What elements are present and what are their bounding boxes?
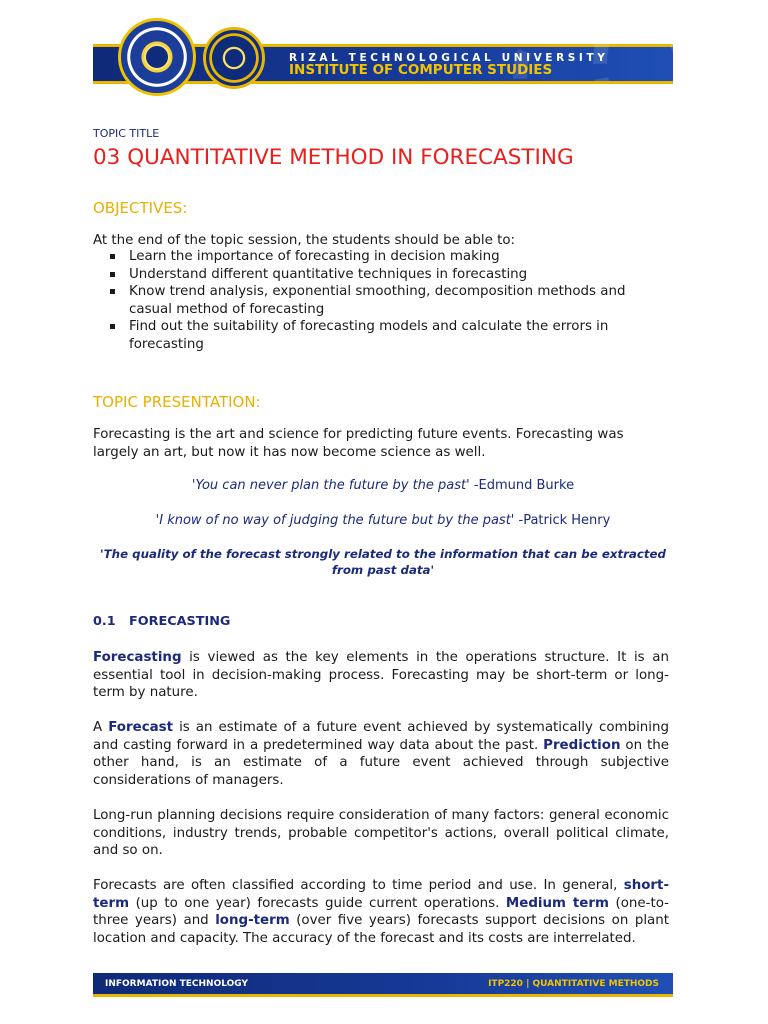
term-prediction: Prediction (543, 737, 621, 753)
institute-name: INSTITUTE OF COMPUTER STUDIES (289, 62, 553, 78)
paragraph-text: (up to one year) forecasts guide current operations. (129, 895, 506, 911)
presentation-intro: Forecasting is the art and science for predicting future events. Forecasting was largely an art, but now it has now become science as well. (93, 427, 624, 460)
paragraph-text: (one-to-three years) and (93, 895, 669, 928)
term-long-term: long-term (215, 913, 290, 928)
objectives-list (110, 248, 670, 353)
paragraph-text: (over five years) forecasts support decisions on plant location and capacity. The accuracy of the forecast and its costs are interrelated. (93, 913, 669, 946)
term-short-term: short-term (93, 878, 669, 911)
objectives-intro: At the end of the topic session, the students should be able to: (93, 233, 516, 248)
quote-author: -Patrick Henry (514, 513, 611, 528)
footer-course: ITP220 | QUANTITATIVE METHODS (488, 979, 659, 989)
quote-text: 'You can never plan the future by the past' (191, 478, 470, 493)
topic-label: TOPIC TITLE (93, 127, 160, 140)
presentation-heading: TOPIC PRESENTATION: (93, 393, 261, 411)
paragraph-text: on the other hand, is an estimate of a future event achieved through subjective considerations of managers. (93, 737, 669, 788)
bullet-square-icon (110, 272, 115, 277)
gear-watermark (593, 44, 673, 84)
bullet-square-icon (110, 324, 115, 329)
objective-text: Learn the importance of forecasting in decision making (129, 249, 500, 264)
highlight-quote: 'The quality of the forecast strongly related to the information that can be extracted from past data' (100, 547, 666, 577)
term-forecast: Forecast (108, 720, 174, 735)
topic-title: 03 QUANTITATIVE METHOD IN FORECASTING (93, 145, 574, 170)
section-title: FORECASTING (129, 614, 231, 629)
university-name: RIZAL TECHNOLOGICAL UNIVERSITY (289, 52, 609, 64)
rtu-seal-logo (118, 18, 196, 96)
seal-center (223, 47, 245, 69)
bullet-square-icon (110, 254, 115, 259)
objective-text: Find out the suitability of forecasting models and calculate the errors in forecasting (129, 319, 609, 352)
quote-burke (93, 478, 673, 493)
objective-item (110, 266, 670, 284)
objectives-heading: OBJECTIVES: (93, 199, 188, 217)
paragraph-classification (93, 877, 669, 947)
paragraph-long-run: Long-run planning decisions require consideration of many factors: general economic conditions, industry trends, probable competitor's actions, overall political climate, and so on. (93, 808, 669, 858)
paragraph-text: is an estimate of a future event achieved by systematically combining and casting forward in a predetermined way data about the past. (93, 720, 669, 753)
term-medium-term: Medium term (505, 895, 609, 911)
paragraph-text: A (93, 720, 109, 735)
term-forecasting: Forecasting (93, 650, 182, 665)
objective-item (110, 318, 670, 353)
paragraph-forecasting (93, 649, 669, 702)
quote-text: 'I know of no way of judging the future but by the past' (155, 513, 515, 528)
footer-banner (93, 973, 673, 997)
paragraph-text: Forecasts are often classified according to time period and use. In general, (93, 878, 624, 893)
paragraph-text: is viewed as the key elements in the operations structure. It is an essential tool in decision-making process. Forecasting may be short-term or long-term by nature. (93, 650, 669, 700)
footer-stripe (93, 994, 673, 997)
quote-henry (93, 513, 673, 528)
paragraph-forecast (93, 719, 669, 789)
seal-center (144, 44, 170, 70)
footer-program: INFORMATION TECHNOLOGY (105, 979, 249, 989)
section-heading (93, 614, 230, 629)
section-number: 0.1 (93, 614, 116, 629)
objective-text: Know trend analysis, exponential smoothing, decomposition methods and casual method of forecasting (129, 284, 626, 317)
objective-text: Understand different quantitative techniques in forecasting (129, 266, 528, 282)
bullet-square-icon (110, 289, 115, 294)
objective-item (110, 283, 670, 318)
quote-author: -Edmund Burke (469, 478, 575, 493)
ics-seal-logo (203, 27, 265, 89)
objective-item (110, 248, 670, 266)
